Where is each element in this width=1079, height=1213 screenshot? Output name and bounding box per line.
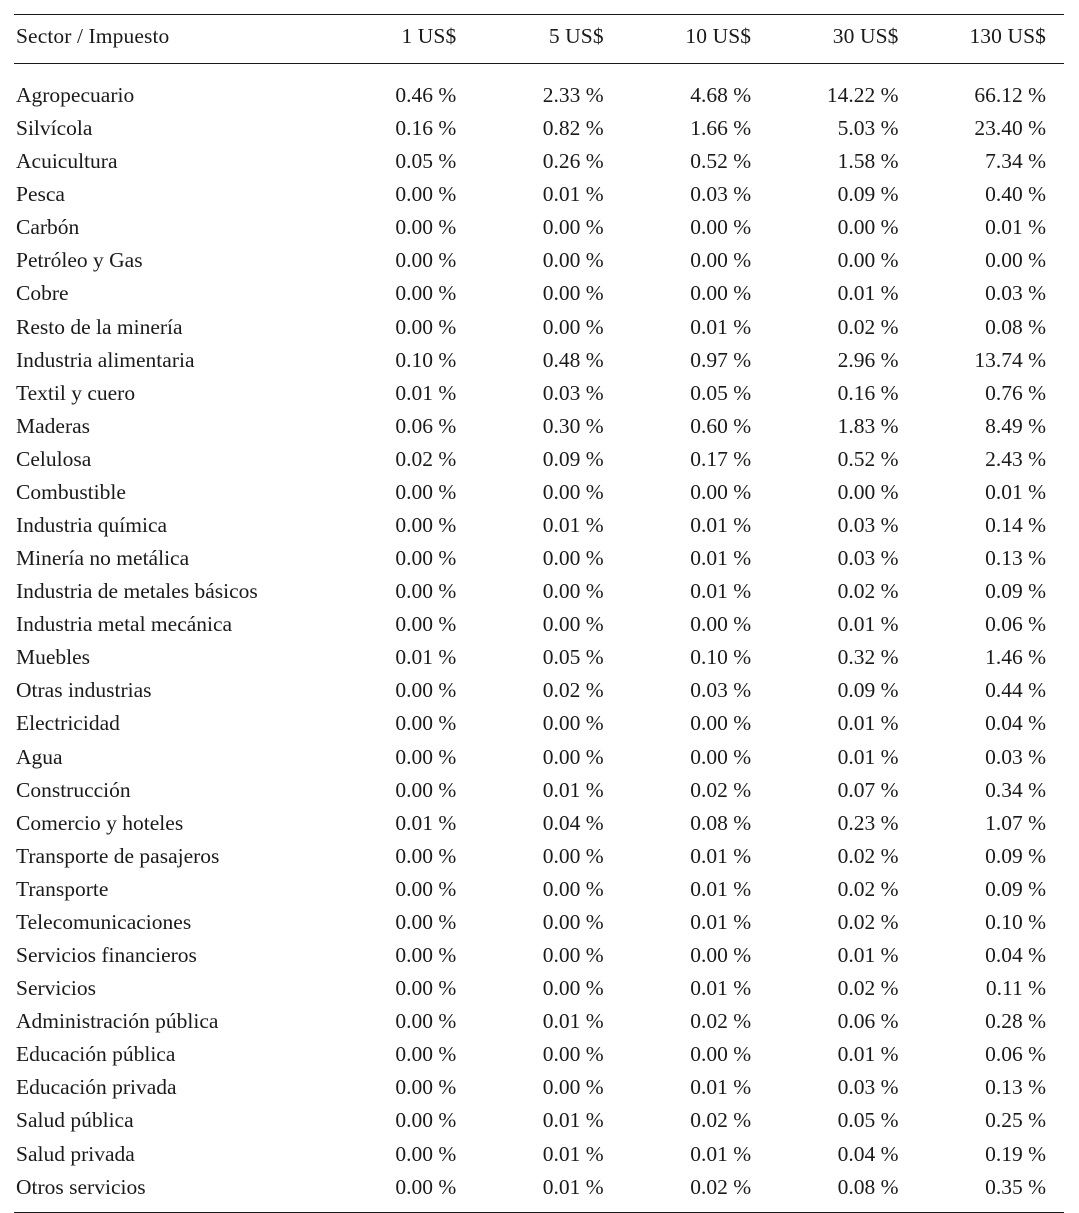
cell-value: 1.66 % bbox=[690, 116, 752, 141]
cell-value: 0.00 % bbox=[395, 777, 457, 802]
cell-sector: Telecomunicaciones bbox=[16, 909, 192, 934]
cell-value: 0.00 % bbox=[395, 182, 457, 207]
table-container bbox=[0, 14, 1079, 1213]
cell-value: 0.00 % bbox=[837, 215, 899, 240]
table-row bbox=[14, 1038, 1064, 1071]
cell-value: 0.00 % bbox=[542, 943, 604, 968]
column-header-30-usd: 30 US$ bbox=[769, 15, 916, 64]
cell-value: 0.00 % bbox=[395, 281, 457, 306]
cell-value: 0.05 % bbox=[690, 380, 752, 405]
cell-value: 0.01 % bbox=[837, 1042, 899, 1067]
cell-sector: Maderas bbox=[16, 413, 91, 438]
cell-value: 0.00 % bbox=[542, 248, 604, 273]
table-row bbox=[14, 377, 1064, 410]
table-row bbox=[14, 641, 1064, 674]
cell-value: 0.00 % bbox=[395, 1042, 457, 1067]
cell-sector: Pesca bbox=[16, 182, 65, 207]
cell-value: 0.01 % bbox=[837, 943, 899, 968]
cell-value: 0.00 % bbox=[395, 943, 457, 968]
cell-value: 0.40 % bbox=[985, 182, 1046, 207]
cell-value: 0.02 % bbox=[837, 876, 899, 901]
cell-value: 0.00 % bbox=[395, 1174, 457, 1199]
table-row bbox=[14, 1071, 1064, 1104]
cell-value: 0.00 % bbox=[395, 579, 457, 604]
cell-sector: Resto de la minería bbox=[16, 314, 183, 339]
cell-value: 0.02 % bbox=[837, 314, 899, 339]
cell-sector: Celulosa bbox=[16, 446, 92, 471]
cell-value: 2.96 % bbox=[837, 347, 899, 372]
cell-value: 0.00 % bbox=[395, 479, 457, 504]
cell-value: 14.22 % bbox=[826, 83, 899, 107]
cell-value: 0.02 % bbox=[837, 579, 899, 604]
table-head bbox=[14, 15, 1064, 64]
cell-sector: Transporte de pasajeros bbox=[16, 843, 220, 868]
cell-value: 0.01 % bbox=[542, 1009, 604, 1034]
table-header-row bbox=[14, 15, 1064, 64]
cell-value: 0.00 % bbox=[542, 1075, 604, 1100]
cell-value: 0.00 % bbox=[690, 215, 752, 240]
cell-value: 0.00 % bbox=[395, 1075, 457, 1100]
cell-value: 0.00 % bbox=[395, 876, 457, 901]
cell-value: 0.00 % bbox=[395, 976, 457, 1001]
cell-sector: Cobre bbox=[16, 281, 69, 306]
table-row bbox=[14, 211, 1064, 244]
cell-value: 0.32 % bbox=[837, 645, 899, 670]
cell-value: 0.09 % bbox=[837, 182, 899, 207]
column-header-130-usd: 130 US$ bbox=[917, 15, 1064, 64]
cell-value: 0.00 % bbox=[395, 1108, 457, 1133]
cell-value: 0.00 % bbox=[395, 513, 457, 538]
cell-value: 0.16 % bbox=[395, 116, 457, 141]
cell-value: 0.00 % bbox=[395, 678, 457, 703]
table-row bbox=[14, 807, 1064, 840]
cell-value: 0.02 % bbox=[542, 678, 604, 703]
table-row bbox=[14, 774, 1064, 807]
cell-value: 0.04 % bbox=[837, 1141, 899, 1166]
cell-value: 0.01 % bbox=[395, 380, 457, 405]
cell-value: 0.02 % bbox=[690, 1174, 752, 1199]
cell-value: 0.03 % bbox=[837, 1075, 899, 1100]
cell-value: 4.68 % bbox=[690, 83, 752, 107]
cell-value: 0.00 % bbox=[395, 215, 457, 240]
cell-value: 0.01 % bbox=[542, 777, 604, 802]
cell-value: 0.06 % bbox=[985, 1042, 1046, 1067]
cell-value: 0.03 % bbox=[542, 380, 604, 405]
cell-value: 0.00 % bbox=[837, 248, 899, 273]
sector-tax-table bbox=[14, 14, 1064, 1213]
table-row bbox=[14, 906, 1064, 939]
cell-value: 0.01 % bbox=[395, 810, 457, 835]
cell-value: 0.16 % bbox=[837, 380, 899, 405]
cell-sector: Acuicultura bbox=[16, 149, 118, 174]
cell-sector: Muebles bbox=[16, 645, 91, 670]
cell-value: 0.44 % bbox=[985, 678, 1046, 703]
table-row bbox=[14, 675, 1064, 708]
cell-value: 0.04 % bbox=[985, 711, 1046, 736]
cell-value: 0.01 % bbox=[690, 976, 752, 1001]
cell-value: 0.23 % bbox=[837, 810, 899, 835]
cell-value: 0.03 % bbox=[690, 182, 752, 207]
cell-value: 0.08 % bbox=[985, 314, 1046, 339]
cell-value: 0.46 % bbox=[395, 83, 457, 107]
table-row bbox=[14, 311, 1064, 344]
cell-value: 0.01 % bbox=[837, 711, 899, 736]
cell-value: 0.00 % bbox=[395, 314, 457, 339]
table-row bbox=[14, 608, 1064, 641]
cell-value: 0.00 % bbox=[542, 744, 604, 769]
cell-value: 0.00 % bbox=[395, 248, 457, 273]
cell-sector: Industria de metales básicos bbox=[16, 579, 258, 604]
cell-sector: Salud pública bbox=[16, 1108, 134, 1133]
table-row bbox=[14, 245, 1064, 278]
table-row bbox=[14, 476, 1064, 509]
cell-value: 0.52 % bbox=[837, 446, 899, 471]
cell-value: 0.14 % bbox=[985, 513, 1046, 538]
cell-value: 0.00 % bbox=[395, 909, 457, 934]
cell-sector: Otras industrias bbox=[16, 678, 152, 703]
cell-value: 0.48 % bbox=[542, 347, 604, 372]
cell-value: 0.60 % bbox=[690, 413, 752, 438]
cell-value: 0.01 % bbox=[542, 1174, 604, 1199]
cell-value: 0.19 % bbox=[985, 1141, 1046, 1166]
table-row bbox=[14, 840, 1064, 873]
cell-value: 13.74 % bbox=[974, 347, 1046, 372]
cell-value: 0.00 % bbox=[542, 876, 604, 901]
cell-sector: Otros servicios bbox=[16, 1174, 146, 1199]
cell-sector: Construcción bbox=[16, 777, 131, 802]
cell-value: 1.58 % bbox=[837, 149, 899, 174]
cell-value: 0.03 % bbox=[985, 281, 1046, 306]
cell-value: 1.07 % bbox=[985, 810, 1046, 835]
cell-value: 0.10 % bbox=[985, 909, 1046, 934]
cell-value: 8.49 % bbox=[985, 413, 1046, 438]
cell-value: 0.09 % bbox=[985, 876, 1046, 901]
cell-value: 0.00 % bbox=[690, 711, 752, 736]
cell-value: 0.13 % bbox=[985, 546, 1046, 571]
cell-value: 0.04 % bbox=[542, 810, 604, 835]
table-row bbox=[14, 741, 1064, 774]
table-row bbox=[14, 1005, 1064, 1038]
cell-value: 0.01 % bbox=[542, 1141, 604, 1166]
cell-value: 0.52 % bbox=[690, 149, 752, 174]
cell-sector: Combustible bbox=[16, 479, 126, 504]
cell-value: 0.06 % bbox=[985, 612, 1046, 637]
cell-value: 1.83 % bbox=[837, 413, 899, 438]
cell-value: 0.01 % bbox=[542, 182, 604, 207]
cell-value: 0.01 % bbox=[690, 843, 752, 868]
cell-value: 0.30 % bbox=[542, 413, 604, 438]
cell-value: 66.12 % bbox=[974, 83, 1046, 107]
cell-value: 0.01 % bbox=[690, 546, 752, 571]
cell-sector: Silvícola bbox=[16, 116, 93, 141]
cell-sector: Industria química bbox=[16, 513, 168, 538]
cell-sector: Agua bbox=[16, 744, 63, 769]
cell-value: 0.97 % bbox=[690, 347, 752, 372]
cell-value: 0.00 % bbox=[395, 546, 457, 571]
cell-sector: Administración pública bbox=[16, 1009, 219, 1034]
cell-value: 0.00 % bbox=[542, 579, 604, 604]
cell-value: 0.00 % bbox=[690, 479, 752, 504]
cell-sector: Educación pública bbox=[16, 1042, 176, 1067]
table-row bbox=[14, 1105, 1064, 1138]
cell-value: 0.00 % bbox=[690, 943, 752, 968]
cell-value: 0.09 % bbox=[985, 579, 1046, 604]
cell-value: 0.17 % bbox=[690, 446, 752, 471]
cell-sector: Educación privada bbox=[16, 1075, 177, 1100]
table-row bbox=[14, 509, 1064, 542]
cell-value: 0.01 % bbox=[985, 215, 1046, 240]
cell-value: 0.03 % bbox=[985, 744, 1046, 769]
cell-value: 0.03 % bbox=[690, 678, 752, 703]
cell-value: 0.08 % bbox=[690, 810, 752, 835]
cell-value: 0.06 % bbox=[395, 413, 457, 438]
cell-sector: Salud privada bbox=[16, 1141, 135, 1166]
cell-sector: Minería no metálica bbox=[16, 546, 190, 571]
cell-value: 0.00 % bbox=[542, 612, 604, 637]
table-row bbox=[14, 443, 1064, 476]
column-header-1-usd: 1 US$ bbox=[327, 15, 474, 64]
cell-value: 2.43 % bbox=[985, 446, 1046, 471]
cell-value: 0.00 % bbox=[542, 314, 604, 339]
column-header-10-usd: 10 US$ bbox=[622, 15, 769, 64]
cell-value: 0.34 % bbox=[985, 777, 1046, 802]
cell-value: 0.00 % bbox=[395, 612, 457, 637]
cell-value: 2.33 % bbox=[542, 83, 604, 107]
cell-value: 0.02 % bbox=[395, 446, 457, 471]
cell-value: 0.00 % bbox=[542, 546, 604, 571]
cell-value: 0.00 % bbox=[690, 1042, 752, 1067]
cell-value: 0.02 % bbox=[690, 1009, 752, 1034]
table-row bbox=[14, 112, 1064, 145]
table-row bbox=[14, 972, 1064, 1005]
table-body bbox=[14, 64, 1064, 1213]
cell-value: 0.00 % bbox=[395, 1009, 457, 1034]
table-row bbox=[14, 939, 1064, 972]
table-row bbox=[14, 344, 1064, 377]
cell-sector: Transporte bbox=[16, 876, 109, 901]
cell-sector: Petróleo y Gas bbox=[16, 248, 143, 273]
cell-value: 0.00 % bbox=[690, 281, 752, 306]
cell-value: 0.03 % bbox=[837, 546, 899, 571]
cell-value: 0.26 % bbox=[542, 149, 604, 174]
cell-value: 0.00 % bbox=[985, 248, 1046, 273]
cell-value: 0.09 % bbox=[837, 678, 899, 703]
cell-value: 0.02 % bbox=[837, 909, 899, 934]
cell-value: 0.02 % bbox=[837, 843, 899, 868]
cell-value: 0.03 % bbox=[837, 513, 899, 538]
cell-sector: Textil y cuero bbox=[16, 380, 136, 405]
cell-value: 0.01 % bbox=[690, 513, 752, 538]
cell-value: 0.00 % bbox=[542, 711, 604, 736]
cell-sector: Agropecuario bbox=[16, 83, 135, 107]
cell-value: 0.01 % bbox=[690, 579, 752, 604]
cell-value: 0.01 % bbox=[690, 1075, 752, 1100]
top-spacer bbox=[0, 0, 1079, 14]
cell-value: 0.01 % bbox=[542, 513, 604, 538]
cell-value: 0.35 % bbox=[985, 1174, 1046, 1199]
cell-value: 5.03 % bbox=[837, 116, 899, 141]
table-row bbox=[14, 1138, 1064, 1171]
cell-value: 0.00 % bbox=[395, 1141, 457, 1166]
cell-value: 0.01 % bbox=[985, 479, 1046, 504]
table-row bbox=[14, 64, 1064, 113]
table-row bbox=[14, 278, 1064, 311]
table-row bbox=[14, 708, 1064, 741]
cell-value: 0.00 % bbox=[395, 843, 457, 868]
cell-value: 0.02 % bbox=[837, 976, 899, 1001]
cell-value: 0.00 % bbox=[837, 479, 899, 504]
table-row bbox=[14, 178, 1064, 211]
cell-sector: Industria metal mecánica bbox=[16, 612, 233, 637]
cell-value: 0.10 % bbox=[395, 347, 457, 372]
cell-sector: Industria alimentaria bbox=[16, 347, 195, 372]
cell-value: 0.76 % bbox=[985, 380, 1046, 405]
cell-value: 0.01 % bbox=[690, 1141, 752, 1166]
table-row bbox=[14, 145, 1064, 178]
cell-value: 0.00 % bbox=[542, 281, 604, 306]
cell-value: 0.04 % bbox=[985, 943, 1046, 968]
cell-value: 0.00 % bbox=[690, 612, 752, 637]
cell-value: 23.40 % bbox=[974, 116, 1046, 141]
cell-value: 0.28 % bbox=[985, 1009, 1046, 1034]
cell-value: 0.01 % bbox=[690, 314, 752, 339]
cell-value: 0.06 % bbox=[837, 1009, 899, 1034]
cell-value: 0.00 % bbox=[395, 711, 457, 736]
cell-sector: Electricidad bbox=[16, 711, 120, 736]
table-row bbox=[14, 575, 1064, 608]
cell-value: 7.34 % bbox=[985, 149, 1046, 174]
cell-value: 0.01 % bbox=[837, 612, 899, 637]
cell-value: 0.01 % bbox=[395, 645, 457, 670]
cell-value: 0.00 % bbox=[542, 1042, 604, 1067]
cell-value: 0.00 % bbox=[690, 744, 752, 769]
table-row bbox=[14, 1171, 1064, 1213]
cell-sector: Servicios financieros bbox=[16, 943, 197, 968]
cell-value: 0.13 % bbox=[985, 1075, 1046, 1100]
table-row bbox=[14, 542, 1064, 575]
cell-value: 0.02 % bbox=[690, 1108, 752, 1133]
cell-value: 0.05 % bbox=[395, 149, 457, 174]
cell-value: 0.01 % bbox=[542, 1108, 604, 1133]
cell-value: 0.01 % bbox=[837, 281, 899, 306]
cell-value: 0.00 % bbox=[542, 215, 604, 240]
cell-value: 0.82 % bbox=[542, 116, 604, 141]
cell-value: 0.09 % bbox=[985, 843, 1046, 868]
cell-value: 0.00 % bbox=[542, 976, 604, 1001]
cell-sector: Carbón bbox=[16, 215, 80, 240]
cell-value: 0.01 % bbox=[690, 909, 752, 934]
cell-value: 0.00 % bbox=[542, 909, 604, 934]
cell-value: 0.05 % bbox=[542, 645, 604, 670]
cell-value: 0.10 % bbox=[690, 645, 752, 670]
cell-value: 0.08 % bbox=[837, 1174, 899, 1199]
cell-value: 0.11 % bbox=[985, 976, 1046, 1001]
cell-value: 0.00 % bbox=[690, 248, 752, 273]
column-header-5-usd: 5 US$ bbox=[474, 15, 621, 64]
cell-value: 0.01 % bbox=[690, 876, 752, 901]
cell-value: 0.00 % bbox=[395, 744, 457, 769]
table-row bbox=[14, 410, 1064, 443]
cell-value: 0.09 % bbox=[542, 446, 604, 471]
cell-value: 0.00 % bbox=[542, 843, 604, 868]
cell-sector: Servicios bbox=[16, 976, 97, 1001]
table-row bbox=[14, 873, 1064, 906]
cell-sector: Comercio y hoteles bbox=[16, 810, 184, 835]
cell-value: 1.46 % bbox=[985, 645, 1046, 670]
cell-value: 0.05 % bbox=[837, 1108, 899, 1133]
cell-value: 0.02 % bbox=[690, 777, 752, 802]
column-header-sector: Sector / Impuesto bbox=[14, 15, 327, 64]
cell-value: 0.07 % bbox=[837, 777, 899, 802]
cell-value: 0.25 % bbox=[985, 1108, 1046, 1133]
cell-value: 0.00 % bbox=[542, 479, 604, 504]
cell-value: 0.01 % bbox=[837, 744, 899, 769]
